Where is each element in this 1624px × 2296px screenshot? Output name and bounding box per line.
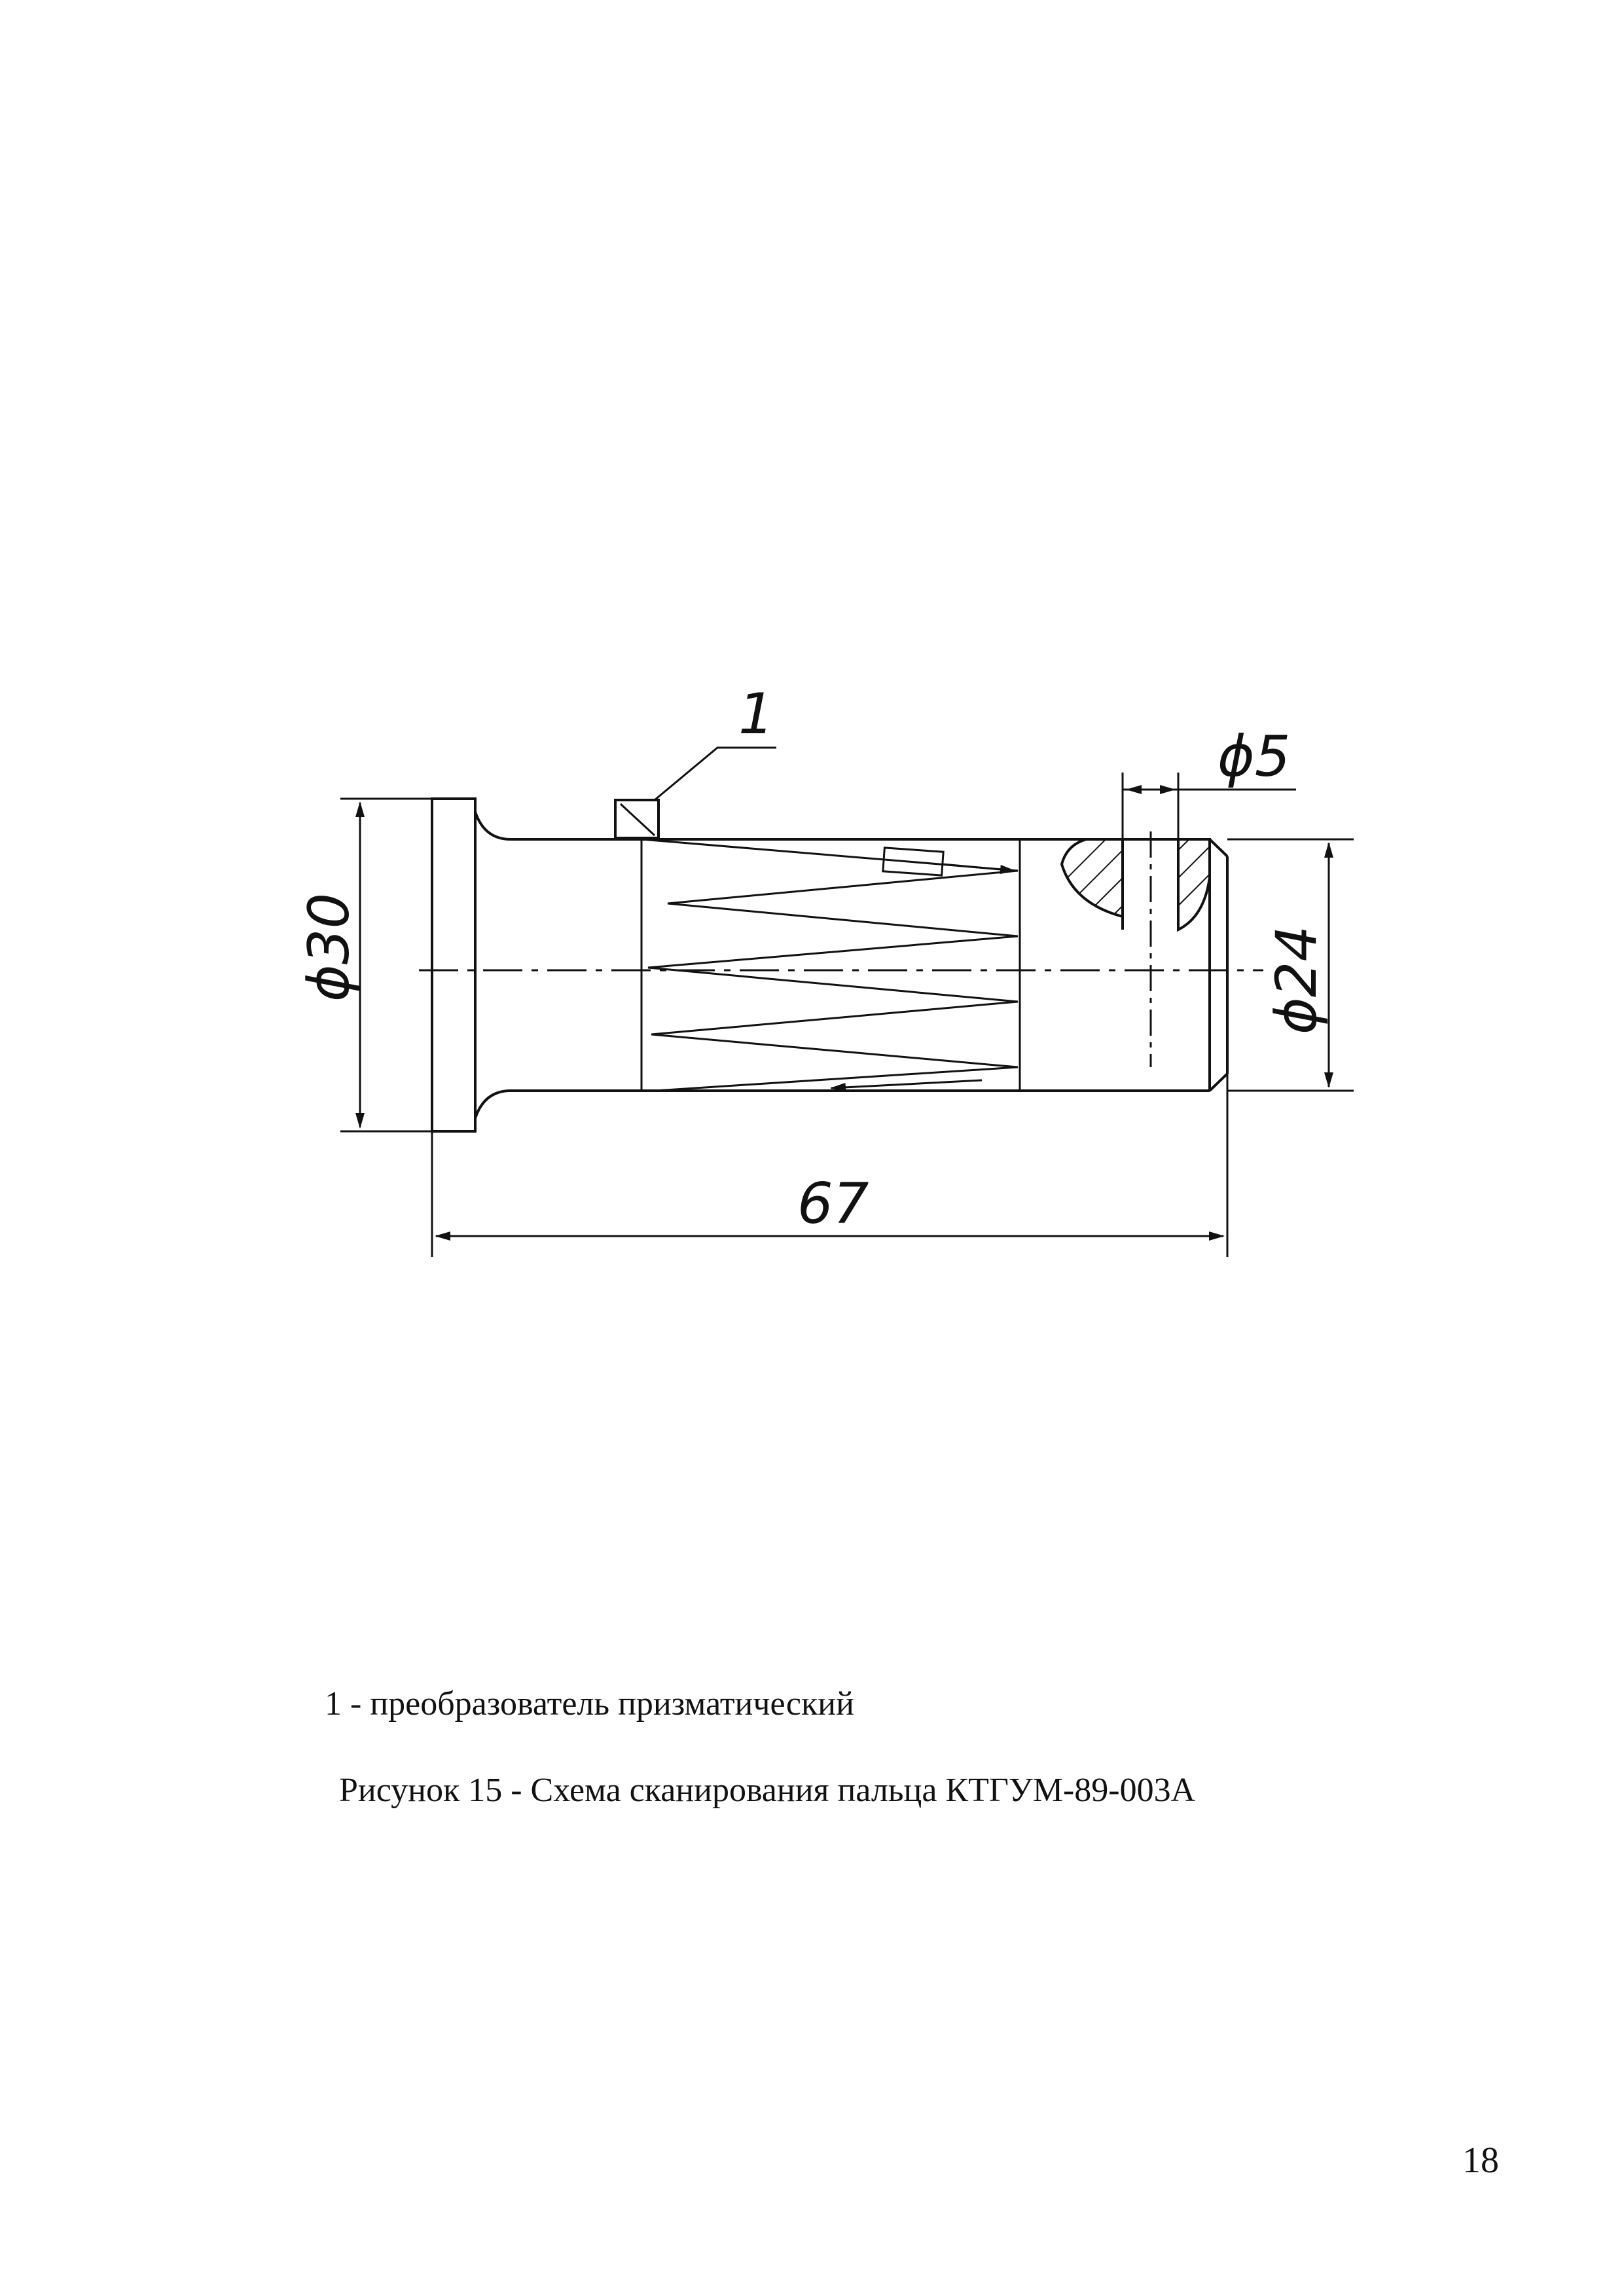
dim-body-diameter bbox=[1227, 839, 1354, 1091]
dim-length-label: 67 bbox=[797, 1171, 869, 1237]
transducer-callout bbox=[615, 682, 776, 838]
dim-hole-diameter bbox=[1123, 724, 1296, 839]
dim-head-label: ϕ30 bbox=[297, 892, 362, 1002]
dim-length bbox=[432, 1074, 1227, 1257]
callout-number: 1 bbox=[738, 682, 774, 747]
dim-head-diameter bbox=[297, 799, 432, 1131]
dim-hole-label: ϕ5 bbox=[1218, 724, 1291, 790]
legend-text: 1 - преобразователь призматический bbox=[325, 1685, 854, 1722]
figure-caption: Рисунок 15 - Схема сканирования пальца КТГУМ-89-003А bbox=[339, 1772, 1196, 1809]
scan-zone bbox=[641, 839, 1020, 1091]
page-number: 18 bbox=[1462, 2140, 1499, 2181]
dim-body-label: ϕ24 bbox=[1264, 925, 1329, 1034]
hole-section bbox=[1062, 831, 1210, 1067]
